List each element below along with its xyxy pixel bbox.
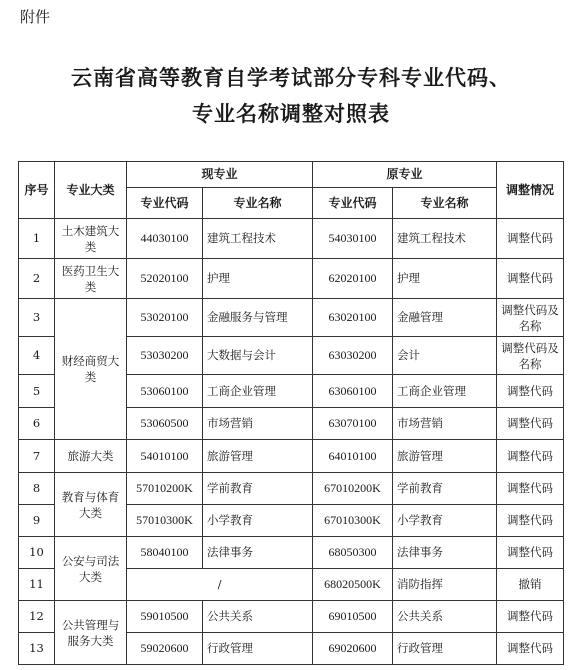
adjustment-status: 调整代码 (497, 440, 564, 473)
row-seq: 10 (19, 537, 55, 569)
original-name: 法律事务 (393, 537, 497, 569)
original-code: 63070100 (313, 408, 393, 440)
current-name: 护理 (203, 259, 313, 299)
original-name: 金融管理 (393, 299, 497, 337)
category-cell: 公共管理与服务大类 (55, 601, 127, 665)
adjustment-status: 调整代码 (497, 505, 564, 537)
original-name: 消防指挥 (393, 569, 497, 601)
adjustment-status: 撤销 (497, 569, 564, 601)
table-row (19, 299, 564, 337)
current-name: 学前教育 (203, 473, 313, 505)
original-code: 67010300K (313, 505, 393, 537)
current-code: 54010100 (127, 440, 203, 473)
original-code: 54030100 (313, 219, 393, 259)
row-seq: 3 (19, 299, 55, 337)
original-name: 学前教育 (393, 473, 497, 505)
original-code: 68050300 (313, 537, 393, 569)
row-seq: 1 (19, 219, 55, 259)
header-original-name: 专业名称 (393, 188, 497, 219)
table-row (19, 537, 564, 569)
original-name: 建筑工程技术 (393, 219, 497, 259)
original-name: 护理 (393, 259, 497, 299)
original-code: 67010200K (313, 473, 393, 505)
original-name: 行政管理 (393, 633, 497, 665)
row-seq: 11 (19, 569, 55, 601)
row-seq: 12 (19, 601, 55, 633)
current-code: 57010300K (127, 505, 203, 537)
adjustment-status: 调整代码 (497, 375, 564, 408)
code-mapping-table (18, 161, 564, 665)
original-name: 旅游管理 (393, 440, 497, 473)
original-code: 68020500K (313, 569, 393, 601)
category-cell: 公安与司法大类 (55, 537, 127, 601)
category-cell: 医药卫生大类 (55, 259, 127, 299)
row-seq: 9 (19, 505, 55, 537)
original-name: 公共关系 (393, 601, 497, 633)
table-row (19, 219, 564, 259)
attachment-label: 附件 (20, 8, 51, 26)
current-major-merged: / (127, 569, 313, 601)
current-code: 53020100 (127, 299, 203, 337)
current-code: 53060100 (127, 375, 203, 408)
original-name: 工商企业管理 (393, 375, 497, 408)
header-current-major: 现专业 (127, 162, 313, 188)
category-cell: 旅游大类 (55, 440, 127, 473)
adjustment-status: 调整代码及名称 (497, 299, 564, 337)
current-name: 公共关系 (203, 601, 313, 633)
original-code: 63020100 (313, 299, 393, 337)
original-code: 63030200 (313, 337, 393, 375)
category-cell: 财经商贸大类 (55, 299, 127, 440)
document-title-line-1: 云南省高等教育自学考试部分专科专业代码、 (71, 65, 511, 90)
current-name: 法律事务 (203, 537, 313, 569)
current-name: 大数据与会计 (203, 337, 313, 375)
original-name: 市场营销 (393, 408, 497, 440)
row-seq: 13 (19, 633, 55, 665)
header-original-major: 原专业 (313, 162, 497, 188)
adjustment-status: 调整代码 (497, 633, 564, 665)
current-name: 建筑工程技术 (203, 219, 313, 259)
adjustment-status: 调整代码 (497, 259, 564, 299)
current-name: 小学教育 (203, 505, 313, 537)
document-title-line-2: 专业名称调整对照表 (192, 101, 390, 126)
row-seq: 4 (19, 337, 55, 375)
header-category: 专业大类 (55, 162, 127, 219)
original-code: 62020100 (313, 259, 393, 299)
table-row (19, 259, 564, 299)
current-name: 工商企业管理 (203, 375, 313, 408)
adjustment-status: 调整代码 (497, 408, 564, 440)
header-seq: 序号 (19, 162, 55, 219)
row-seq: 6 (19, 408, 55, 440)
adjustment-status: 调整代码及名称 (497, 337, 564, 375)
header-current-name: 专业名称 (203, 188, 313, 219)
header-current-code: 专业代码 (127, 188, 203, 219)
current-code: 53030200 (127, 337, 203, 375)
original-code: 69010500 (313, 601, 393, 633)
row-seq: 8 (19, 473, 55, 505)
original-code: 69020600 (313, 633, 393, 665)
current-code: 44030100 (127, 219, 203, 259)
table-row (19, 601, 564, 633)
row-seq: 2 (19, 259, 55, 299)
current-code: 57010200K (127, 473, 203, 505)
original-code: 63060100 (313, 375, 393, 408)
table-row (19, 440, 564, 473)
current-name: 行政管理 (203, 633, 313, 665)
current-name: 金融服务与管理 (203, 299, 313, 337)
adjustment-status: 调整代码 (497, 601, 564, 633)
adjustment-status: 调整代码 (497, 537, 564, 569)
header-adjustment: 调整情况 (497, 162, 564, 219)
category-cell: 教育与体育大类 (55, 473, 127, 537)
current-code: 53060500 (127, 408, 203, 440)
table-row (19, 473, 564, 505)
category-cell: 土木建筑大类 (55, 219, 127, 259)
header-original-code: 专业代码 (313, 188, 393, 219)
current-name: 市场营销 (203, 408, 313, 440)
current-name: 旅游管理 (203, 440, 313, 473)
original-name: 小学教育 (393, 505, 497, 537)
row-seq: 5 (19, 375, 55, 408)
adjustment-status: 调整代码 (497, 473, 564, 505)
current-code: 52020100 (127, 259, 203, 299)
original-code: 64010100 (313, 440, 393, 473)
current-code: 58040100 (127, 537, 203, 569)
current-code: 59020600 (127, 633, 203, 665)
row-seq: 7 (19, 440, 55, 473)
current-code: 59010500 (127, 601, 203, 633)
original-name: 会计 (393, 337, 497, 375)
adjustment-status: 调整代码 (497, 219, 564, 259)
